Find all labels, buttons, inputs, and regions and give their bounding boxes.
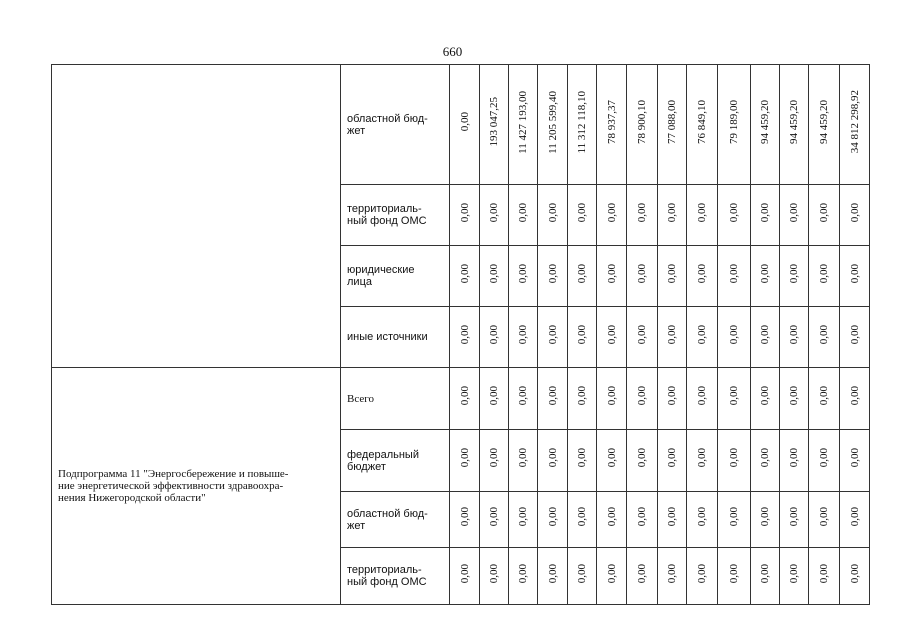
- value-cell: [597, 185, 627, 246]
- funding-source-line: лица: [347, 276, 372, 288]
- value-cell: [658, 185, 687, 246]
- value-text: 0,00: [728, 386, 740, 406]
- value-text: 0,00: [605, 263, 618, 284]
- value-cell: [538, 492, 568, 548]
- value-cell: [840, 185, 870, 246]
- value-cell: [840, 492, 870, 548]
- value-text: 0,00: [605, 448, 618, 468]
- value-text: 0,00: [728, 263, 740, 284]
- value-text: 0,00: [458, 324, 471, 345]
- value-cell: [658, 430, 687, 492]
- value-cell: [627, 65, 658, 185]
- value-text: 0,00: [458, 263, 471, 284]
- value-text: 0,00: [759, 324, 771, 345]
- value-text: 0,00: [759, 263, 771, 284]
- value-cell: [809, 368, 840, 430]
- value-text: 0,00: [848, 563, 861, 584]
- value-text: 0,00: [788, 202, 800, 223]
- value-text: 0,00: [546, 324, 559, 345]
- value-cell: [509, 65, 538, 185]
- value-text: 0,00: [517, 324, 529, 345]
- value-cell: [597, 307, 627, 368]
- value-cell: [780, 548, 809, 605]
- value-cell: [658, 492, 687, 548]
- value-text: 79 189,00: [728, 100, 740, 144]
- value-cell: [718, 65, 751, 185]
- value-cell: [780, 492, 809, 548]
- value-text: 0,00: [546, 386, 559, 406]
- value-text: 0,00: [636, 202, 648, 223]
- value-cell: [809, 65, 840, 185]
- value-cell: [538, 368, 568, 430]
- value-text: 0,00: [576, 386, 588, 406]
- value-text: 0,00: [458, 507, 471, 527]
- value-text: 0,00: [458, 112, 471, 132]
- value-text: 0,00: [666, 563, 678, 584]
- value-cell: [597, 368, 627, 430]
- value-text: 0,00: [848, 448, 861, 468]
- funding-source-line: ный фонд ОМС: [347, 576, 427, 588]
- value-text: 94 459,20: [759, 100, 771, 144]
- value-text: 11 427 193,00: [517, 90, 529, 154]
- value-text: 0,00: [605, 324, 618, 345]
- value-cell: [480, 65, 509, 185]
- value-cell: [751, 185, 780, 246]
- value-text: 0,00: [605, 507, 618, 527]
- value-text: 11 205 599,40: [546, 90, 559, 154]
- funding-source-cell: [341, 185, 450, 246]
- value-text: 94 459,20: [818, 100, 830, 144]
- program-name-line: Подпрограмма 11 "Энергосбережение и повыше-: [58, 468, 289, 480]
- value-cell: [658, 368, 687, 430]
- funding-source-line: территориаль-: [347, 203, 422, 215]
- value-text: 0,00: [759, 202, 771, 223]
- value-text: 0,00: [546, 263, 559, 284]
- value-text: 0,00: [696, 563, 708, 584]
- value-cell: [840, 246, 870, 307]
- value-text: 0,00: [818, 448, 830, 468]
- value-text: 0,00: [576, 448, 588, 468]
- value-text: 0,00: [728, 202, 740, 223]
- value-text: 0,00: [818, 202, 830, 223]
- funding-source-cell: [341, 246, 450, 307]
- value-text: 0,00: [666, 263, 678, 284]
- value-cell: [538, 307, 568, 368]
- value-text: 0,00: [636, 448, 648, 468]
- value-text: 0,00: [576, 263, 588, 284]
- budget-table-body: [52, 65, 870, 605]
- value-cell: [568, 185, 597, 246]
- value-text: 0,00: [605, 202, 618, 223]
- value-text: 0,00: [517, 448, 529, 468]
- value-text: 0,00: [488, 507, 500, 527]
- value-text: 0,00: [759, 507, 771, 527]
- value-text: 0,00: [636, 563, 648, 584]
- funding-source-line: областной бюд-: [347, 112, 428, 125]
- value-cell: [597, 492, 627, 548]
- funding-source-line: федеральный: [347, 448, 419, 461]
- value-text: 0,00: [818, 507, 830, 527]
- value-text: 0,00: [636, 263, 648, 284]
- value-cell: [509, 246, 538, 307]
- value-text: 0,00: [605, 563, 618, 584]
- value-text: 0,00: [517, 563, 529, 584]
- value-cell: [597, 548, 627, 605]
- value-cell: [809, 492, 840, 548]
- value-text: 0,00: [788, 263, 800, 284]
- value-text: 0,00: [696, 386, 708, 406]
- value-text: 0,00: [848, 263, 861, 284]
- value-cell: [658, 65, 687, 185]
- value-text: 0,00: [696, 202, 708, 223]
- value-cell: [687, 368, 718, 430]
- value-text: 94 459,20: [788, 100, 800, 144]
- value-text: 77 088,00: [666, 100, 678, 144]
- value-text: 0,00: [636, 386, 648, 406]
- value-text: 0,00: [546, 563, 559, 584]
- value-cell: [480, 548, 509, 605]
- value-text: 0,00: [666, 448, 678, 468]
- value-cell: [509, 368, 538, 430]
- value-text: 0,00: [788, 507, 800, 527]
- value-cell: [840, 368, 870, 430]
- value-cell: [751, 548, 780, 605]
- value-cell: [538, 430, 568, 492]
- value-cell: [687, 65, 718, 185]
- funding-source-line: жет: [347, 124, 366, 137]
- value-cell: [597, 246, 627, 307]
- value-cell: [450, 65, 480, 185]
- value-cell: [627, 307, 658, 368]
- page-number: 660: [442, 44, 463, 59]
- value-text: 0,00: [458, 563, 471, 584]
- value-cell: [751, 246, 780, 307]
- value-text: 0,00: [728, 448, 740, 468]
- value-cell: [840, 307, 870, 368]
- funding-source-cell: [341, 368, 450, 430]
- value-text: 0,00: [818, 386, 830, 406]
- program-name-cell: [52, 65, 341, 368]
- value-cell: [687, 185, 718, 246]
- value-cell: [751, 307, 780, 368]
- value-cell: [687, 430, 718, 492]
- value-cell: [450, 185, 480, 246]
- value-cell: [568, 492, 597, 548]
- value-text: 0,00: [488, 324, 500, 345]
- funding-source-cell: [341, 492, 450, 548]
- value-text: 0,00: [517, 202, 529, 223]
- funding-source-line: юридические: [347, 264, 415, 276]
- value-cell: [780, 185, 809, 246]
- value-text: 0,00: [696, 263, 708, 284]
- value-text: 193 047,25: [488, 97, 500, 147]
- value-cell: [718, 430, 751, 492]
- value-cell: [568, 368, 597, 430]
- value-cell: [687, 492, 718, 548]
- value-cell: [480, 185, 509, 246]
- value-text: 0,00: [696, 324, 708, 345]
- funding-source-line: бюджет: [347, 460, 386, 473]
- value-text: 0,00: [458, 386, 471, 406]
- value-cell: [627, 548, 658, 605]
- value-cell: [450, 246, 480, 307]
- value-cell: [780, 246, 809, 307]
- value-cell: [509, 492, 538, 548]
- value-text: 0,00: [666, 386, 678, 406]
- value-text: 0,00: [488, 563, 500, 584]
- value-cell: [480, 307, 509, 368]
- value-cell: [450, 307, 480, 368]
- value-cell: [568, 246, 597, 307]
- value-cell: [597, 65, 627, 185]
- value-text: 0,00: [728, 563, 740, 584]
- value-cell: [840, 65, 870, 185]
- value-text: 0,00: [759, 563, 771, 584]
- value-cell: [538, 246, 568, 307]
- value-text: 0,00: [458, 448, 471, 468]
- value-cell: [538, 548, 568, 605]
- funding-source-line: Всего: [347, 392, 374, 405]
- value-cell: [809, 430, 840, 492]
- value-cell: [480, 492, 509, 548]
- value-text: 0,00: [517, 507, 529, 527]
- program-name-line: ние энергетической эффективности здравоохра-: [58, 480, 284, 492]
- value-text: 34 812 298,92: [848, 90, 861, 154]
- value-cell: [718, 185, 751, 246]
- value-cell: [480, 246, 509, 307]
- value-cell: [658, 246, 687, 307]
- program-name-line: нения Нижегородской области": [58, 492, 206, 504]
- value-text: 0,00: [818, 263, 830, 284]
- value-cell: [627, 185, 658, 246]
- value-text: 0,00: [788, 563, 800, 584]
- value-text: 0,00: [636, 324, 648, 345]
- value-text: 0,00: [517, 263, 529, 284]
- value-text: 0,00: [576, 507, 588, 527]
- value-text: 0,00: [759, 448, 771, 468]
- value-text: 0,00: [728, 507, 740, 527]
- value-text: 0,00: [517, 386, 529, 406]
- value-cell: [627, 492, 658, 548]
- value-text: 78 900,10: [636, 100, 648, 144]
- value-cell: [509, 430, 538, 492]
- value-cell: [538, 185, 568, 246]
- table-row: [52, 65, 870, 185]
- value-text: 0,00: [636, 507, 648, 527]
- value-text: 0,00: [666, 202, 678, 223]
- value-text: 0,00: [488, 263, 500, 284]
- value-text: 0,00: [546, 202, 559, 223]
- value-cell: [568, 65, 597, 185]
- value-text: 0,00: [728, 324, 740, 345]
- value-cell: [568, 548, 597, 605]
- value-text: 0,00: [759, 386, 771, 406]
- funding-source-line: иные источники: [347, 331, 428, 343]
- value-cell: [718, 368, 751, 430]
- funding-source-cell: [341, 430, 450, 492]
- value-cell: [568, 307, 597, 368]
- value-cell: [780, 430, 809, 492]
- value-cell: [809, 307, 840, 368]
- value-text: 0,00: [666, 324, 678, 345]
- program-name-cell: [52, 368, 341, 605]
- funding-source-cell: [341, 65, 450, 185]
- funding-source-line: территориаль-: [347, 564, 422, 576]
- value-text: 0,00: [848, 324, 861, 345]
- value-cell: [809, 548, 840, 605]
- value-cell: [627, 246, 658, 307]
- value-text: 0,00: [696, 507, 708, 527]
- value-cell: [718, 307, 751, 368]
- value-text: 0,00: [605, 386, 618, 406]
- value-text: 0,00: [848, 507, 861, 527]
- value-text: 0,00: [848, 386, 861, 406]
- value-cell: [597, 430, 627, 492]
- value-cell: [509, 548, 538, 605]
- value-cell: [627, 430, 658, 492]
- value-cell: [751, 492, 780, 548]
- value-cell: [718, 492, 751, 548]
- value-cell: [509, 185, 538, 246]
- value-text: 0,00: [576, 202, 588, 223]
- table-row: [52, 368, 870, 430]
- funding-source-cell: [341, 548, 450, 605]
- value-text: 0,00: [666, 507, 678, 527]
- value-cell: [780, 65, 809, 185]
- value-text: 78 937,37: [605, 100, 618, 144]
- value-text: 0,00: [546, 507, 559, 527]
- value-cell: [658, 548, 687, 605]
- value-cell: [627, 368, 658, 430]
- budget-table: [51, 64, 870, 605]
- value-text: 0,00: [788, 386, 800, 406]
- value-text: 0,00: [848, 202, 861, 223]
- value-cell: [780, 368, 809, 430]
- value-cell: [450, 548, 480, 605]
- funding-source-cell: [341, 307, 450, 368]
- value-text: 76 849,10: [696, 100, 708, 144]
- value-text: 0,00: [696, 448, 708, 468]
- value-cell: [687, 307, 718, 368]
- value-cell: [450, 430, 480, 492]
- value-cell: [568, 430, 597, 492]
- value-cell: [658, 307, 687, 368]
- value-cell: [780, 307, 809, 368]
- value-text: 0,00: [488, 386, 500, 406]
- value-cell: [751, 368, 780, 430]
- value-text: 0,00: [576, 324, 588, 345]
- value-cell: [751, 430, 780, 492]
- value-cell: [751, 65, 780, 185]
- value-text: 0,00: [818, 563, 830, 584]
- value-text: 0,00: [788, 324, 800, 345]
- value-cell: [809, 185, 840, 246]
- value-text: 0,00: [458, 202, 471, 223]
- value-cell: [687, 246, 718, 307]
- value-text: 0,00: [576, 563, 588, 584]
- value-cell: [809, 246, 840, 307]
- value-cell: [718, 246, 751, 307]
- value-cell: [840, 548, 870, 605]
- value-cell: [718, 548, 751, 605]
- funding-source-line: жет: [347, 519, 366, 532]
- value-cell: [687, 548, 718, 605]
- value-text: 0,00: [488, 202, 500, 223]
- value-text: 0,00: [788, 448, 800, 468]
- value-cell: [509, 307, 538, 368]
- value-text: 11 312 118,10: [576, 90, 588, 154]
- value-text: 0,00: [546, 448, 559, 468]
- value-text: 0,00: [488, 448, 500, 468]
- funding-source-line: ный фонд ОМС: [347, 215, 427, 227]
- value-cell: [450, 368, 480, 430]
- value-cell: [480, 368, 509, 430]
- value-cell: [450, 492, 480, 548]
- value-cell: [538, 65, 568, 185]
- value-cell: [480, 430, 509, 492]
- funding-source-line: областной бюд-: [347, 507, 428, 520]
- value-text: 0,00: [818, 324, 830, 345]
- value-cell: [840, 430, 870, 492]
